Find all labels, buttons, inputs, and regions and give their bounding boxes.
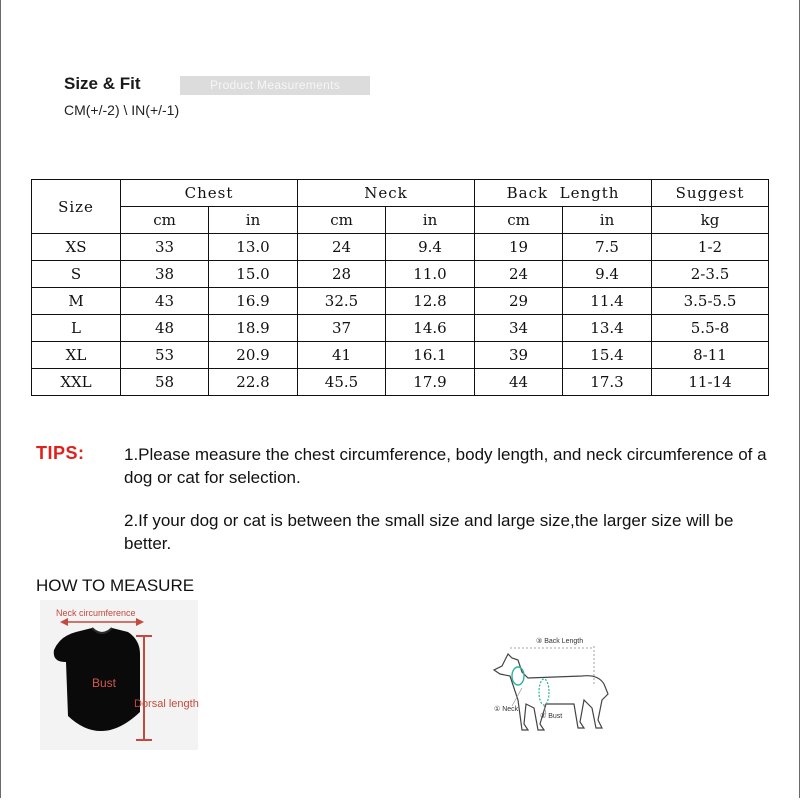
neck-header: Neck	[298, 180, 475, 207]
back-length-label: ③ Back Length	[536, 638, 584, 645]
suggest-header: Suggest	[652, 180, 769, 207]
table-cell: 41	[298, 342, 386, 369]
unit-header: in	[386, 207, 475, 234]
neck-circumference-label: Neck circumference	[56, 608, 136, 618]
table-cell: 45.5	[298, 369, 386, 396]
table-row	[32, 261, 769, 288]
dog-neck-label: ① Neck	[494, 706, 519, 713]
table-cell: 22.8	[209, 369, 298, 396]
table-cell: 18.9	[209, 315, 298, 342]
table-cell: XL	[32, 342, 121, 369]
back-length-header: Back Length	[475, 180, 652, 207]
table-cell: 15.4	[563, 342, 652, 369]
dog-measure-illustration	[484, 628, 624, 738]
size-chart-table	[31, 179, 769, 396]
unit-header: kg	[652, 207, 769, 234]
unit-header: cm	[298, 207, 386, 234]
table-cell: 28	[298, 261, 386, 288]
pet-shirt-icon	[40, 600, 198, 750]
table-cell: 9.4	[386, 234, 475, 261]
table-row	[32, 315, 769, 342]
table-cell: 11.4	[563, 288, 652, 315]
table-cell: 33	[121, 234, 209, 261]
table-cell: XS	[32, 234, 121, 261]
table-cell: 2-3.5	[652, 261, 769, 288]
table-row	[32, 288, 769, 315]
table-cell: 37	[298, 315, 386, 342]
table-cell: 29	[475, 288, 563, 315]
table-cell: L	[32, 315, 121, 342]
page-title: Size & Fit	[64, 74, 141, 93]
table-cell: S	[32, 261, 121, 288]
table-units-row	[32, 207, 769, 234]
table-cell: 16.9	[209, 288, 298, 315]
table-row	[32, 342, 769, 369]
table-cell: 48	[121, 315, 209, 342]
table-cell: 11.0	[386, 261, 475, 288]
how-to-measure-heading: HOW TO MEASURE	[36, 576, 195, 595]
table-cell: 13.4	[563, 315, 652, 342]
table-cell: 24	[475, 261, 563, 288]
table-row	[32, 369, 769, 396]
unit-header: cm	[475, 207, 563, 234]
unit-header: in	[563, 207, 652, 234]
table-cell: 17.3	[563, 369, 652, 396]
table-cell: 44	[475, 369, 563, 396]
size-column-header: Size	[32, 180, 121, 234]
table-cell: 32.5	[298, 288, 386, 315]
product-measurements-badge: Product Measurements	[180, 76, 370, 95]
table-cell: 14.6	[386, 315, 475, 342]
table-cell: 12.8	[386, 288, 475, 315]
table-cell: 58	[121, 369, 209, 396]
tips-label: TIPS:	[36, 443, 85, 463]
bust-label: Bust	[92, 676, 117, 690]
table-cell: 16.1	[386, 342, 475, 369]
tip-item: 2.If your dog or cat is between the small size and large size,the larger size will be better.	[124, 511, 734, 553]
table-cell: 15.0	[209, 261, 298, 288]
table-header-row	[32, 180, 769, 207]
table-cell: XXL	[32, 369, 121, 396]
table-cell: 38	[121, 261, 209, 288]
table-cell: 39	[475, 342, 563, 369]
table-cell: 17.9	[386, 369, 475, 396]
table-cell: 5.5-8	[652, 315, 769, 342]
unit-header: in	[209, 207, 298, 234]
table-cell: 19	[475, 234, 563, 261]
table-cell: M	[32, 288, 121, 315]
table-cell: 13.0	[209, 234, 298, 261]
table-cell: 53	[121, 342, 209, 369]
tolerance-note: CM(+/-2) \ IN(+/-1)	[64, 102, 180, 118]
table-cell: 8-11	[652, 342, 769, 369]
table-row	[32, 234, 769, 261]
table-cell: 24	[298, 234, 386, 261]
table-cell: 9.4	[563, 261, 652, 288]
tip-item: 1.Please measure the chest circumference, body length, and neck circumference of a dog or cat for selection.	[124, 445, 767, 487]
table-cell: 20.9	[209, 342, 298, 369]
dog-bust-label: ② Bust	[540, 713, 563, 720]
table-cell: 3.5-5.5	[652, 288, 769, 315]
table-cell: 34	[475, 315, 563, 342]
table-cell: 43	[121, 288, 209, 315]
table-cell: 11-14	[652, 369, 769, 396]
table-cell: 7.5	[563, 234, 652, 261]
shirt-measure-illustration	[40, 600, 198, 750]
table-cell: 1-2	[652, 234, 769, 261]
dorsal-length-label: Dorsal length	[134, 698, 199, 710]
chest-header: Chest	[121, 180, 298, 207]
unit-header: cm	[121, 207, 209, 234]
